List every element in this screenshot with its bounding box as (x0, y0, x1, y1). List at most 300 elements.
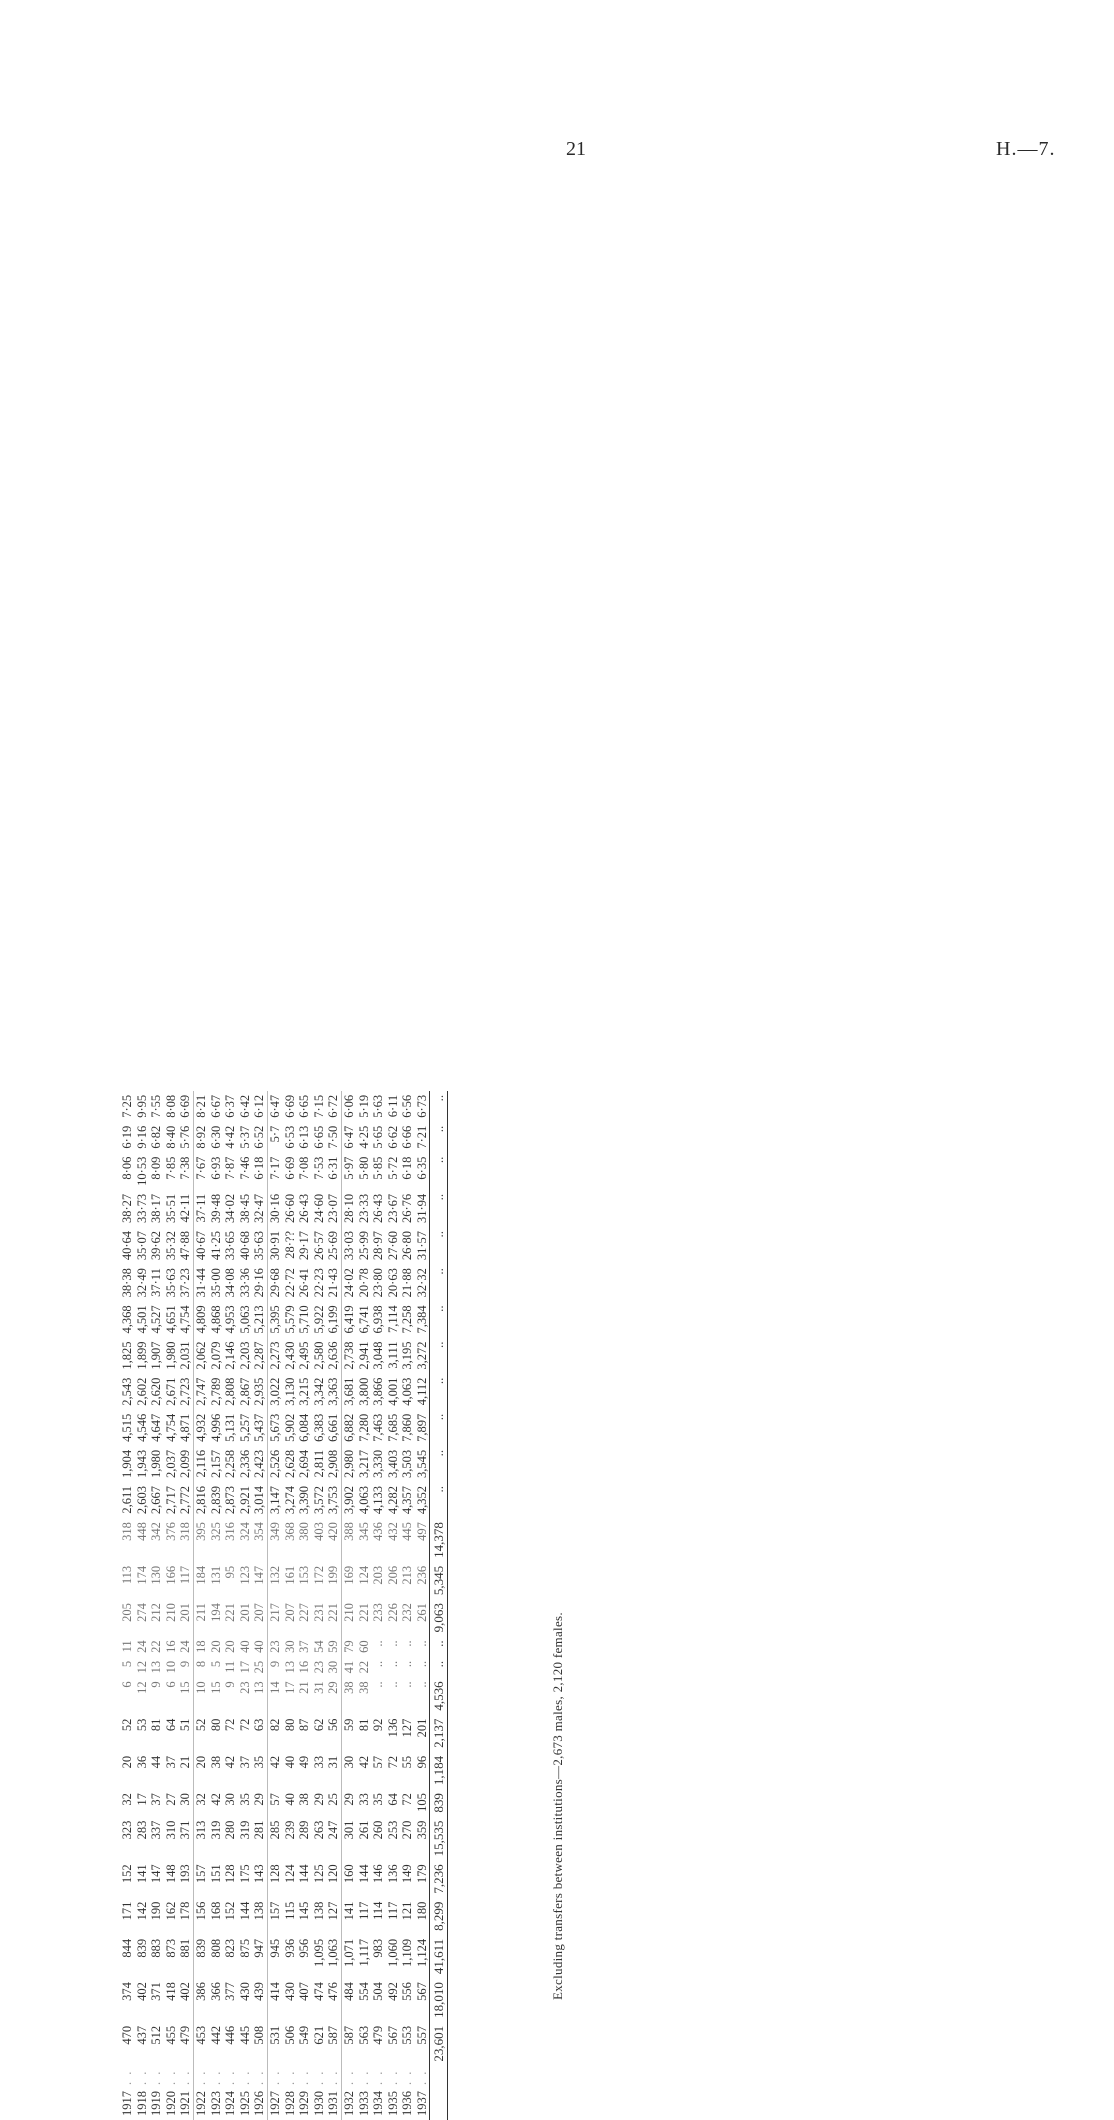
table-cell: 6·69 (178, 1094, 193, 1118)
table-cell: 3,130 (282, 1377, 297, 1406)
table-cell: 203 (371, 1565, 386, 1585)
table-cell: 6,084 (297, 1413, 312, 1442)
table-cell: 226 (385, 1603, 400, 1622)
table-cell: 2,717 (163, 1485, 178, 1515)
leader-dots: . . (134, 2069, 149, 2085)
table-cell: 236 (414, 1565, 429, 1585)
table-cell: 79 (341, 1636, 356, 1657)
table-cell: 201 (414, 1718, 429, 1738)
table-cell: 4,996 (208, 1413, 223, 1442)
year-cell: 1935 (385, 2091, 400, 2116)
table-cell: 37·23 (178, 1268, 193, 1298)
table-cell: 40 (237, 1640, 252, 1653)
table-cell: 368 (282, 1522, 297, 1541)
table-cell: 35·32 (163, 1231, 178, 1261)
table-cell: 26·43 (371, 1193, 386, 1223)
table-cell: 6·66 (400, 1125, 415, 1149)
table-cell: 49 (297, 1755, 312, 1769)
table-cell: 337 (149, 1820, 164, 1840)
table-cell: 166 (163, 1565, 178, 1585)
table-cell: 231 (311, 1603, 326, 1622)
table-cell: 563 (356, 2025, 371, 2045)
table-cell: 184 (193, 1562, 208, 1599)
table-row (223, 1091, 238, 2120)
table-cell: 10 (163, 1660, 178, 1674)
table-cell: 26·43 (297, 1193, 312, 1223)
table-cell: 430 (237, 1982, 252, 2001)
table-cell: 42·11 (178, 1193, 193, 1223)
year-cell: 1919 (149, 2091, 164, 2116)
table-cell: 9·16 (134, 1125, 149, 1149)
totals-row (430, 1091, 448, 2120)
table-cell: 492 (385, 1982, 400, 2001)
table-cell: 7·50 (326, 1125, 341, 1149)
table-cell: 437 (134, 2025, 149, 2045)
table-row (415, 1091, 430, 2120)
table-cell: 6·67 (208, 1094, 223, 1118)
table-cell: 2,273 (267, 1337, 282, 1373)
table-cell: 6,419 (341, 1301, 356, 1337)
total-cell: 41,611 (430, 1935, 448, 1978)
table-cell: .. (385, 1660, 400, 1668)
table-cell: 883 (149, 1938, 164, 1958)
table-cell: 4,868 (208, 1305, 223, 1334)
table-cell: 1,825 (120, 1341, 134, 1370)
table-cell: 2,079 (208, 1341, 223, 1370)
table-cell: 37·11 (149, 1268, 164, 1297)
table-cell: 53 (134, 1718, 149, 1732)
total-cell: .. (430, 1337, 448, 1373)
table-cell: 4,368 (120, 1305, 134, 1334)
table-cell: 1,907 (149, 1341, 164, 1370)
table-cell: 439 (252, 1982, 267, 2001)
table-cell: 130 (149, 1565, 164, 1585)
table-cell: 35·63 (252, 1231, 267, 1261)
table-cell: 161 (282, 1565, 297, 1585)
table-cell: 587 (326, 2025, 341, 2045)
table-cell: 20·78 (356, 1268, 371, 1298)
table-cell: 2,157 (208, 1449, 223, 1478)
table-cell: 5,437 (252, 1413, 267, 1442)
table-cell: 153 (297, 1565, 312, 1585)
table-cell: 26·76 (400, 1193, 415, 1223)
table-cell: 213 (400, 1565, 415, 1585)
table-cell: 5,922 (311, 1305, 326, 1334)
table-cell: 59 (326, 1640, 341, 1653)
table-cell: 2,811 (311, 1449, 326, 1478)
table-cell: 3,363 (326, 1377, 341, 1406)
table-cell: 6,938 (371, 1305, 386, 1334)
table-cell: 227 (297, 1603, 312, 1622)
table-cell: 47·88 (178, 1231, 193, 1261)
table-cell: 5·97 (341, 1153, 356, 1190)
table-cell: 3,111 (385, 1341, 400, 1369)
total-cell: 15,535 (430, 1817, 448, 1861)
year-cell: 1937 (414, 2091, 429, 2116)
table-cell: 40 (282, 1793, 297, 1806)
table-cell: 6·42 (237, 1094, 252, 1118)
year-cell: 1931 (326, 2091, 341, 2116)
table-cell: 455 (163, 2025, 178, 2045)
table-cell: 38·38 (120, 1268, 134, 1298)
table-cell: 4,754 (178, 1305, 193, 1334)
table-cell: .. (371, 1640, 386, 1647)
table-cell: 2,839 (208, 1485, 223, 1515)
table-cell: 212 (149, 1603, 164, 1622)
table-cell: 301 (341, 1817, 356, 1861)
table-cell: 37·11 (193, 1190, 208, 1227)
table-cell: 280 (223, 1820, 238, 1840)
table-cell: 6·65 (297, 1094, 312, 1118)
table-cell: 172 (311, 1565, 326, 1585)
table-cell: 2,116 (193, 1446, 208, 1482)
table-cell: 199 (326, 1565, 341, 1585)
table-cell: 4,953 (223, 1305, 238, 1334)
table-cell: 16 (297, 1660, 312, 1674)
leader-dots: . . (237, 2069, 252, 2085)
table-cell: 5·19 (356, 1094, 371, 1118)
total-cell: 2,137 (430, 1715, 448, 1752)
table-cell: 117 (178, 1565, 193, 1585)
leader-dots: . . (414, 2069, 429, 2085)
table-cell: 142 (134, 1901, 149, 1921)
table-cell: 2,694 (297, 1449, 312, 1478)
table-cell: 7·53 (311, 1156, 326, 1180)
table-cell: 6·35 (414, 1156, 429, 1180)
table-cell: 1,060 (385, 1938, 400, 1967)
table-cell: 144 (356, 1864, 371, 1884)
table-cell: 3,217 (356, 1449, 371, 1478)
table-cell: 16 (163, 1640, 178, 1653)
table-cell: 28·97 (371, 1231, 386, 1261)
table-cell: 4,932 (193, 1410, 208, 1446)
table-cell: 9 (223, 1681, 238, 1688)
leader-dots: . . (311, 2069, 326, 2085)
year-cell: 1932 (341, 2089, 356, 2120)
table-cell: 120 (326, 1864, 341, 1884)
table-cell: 52 (193, 1715, 208, 1752)
table-cell: 7,280 (356, 1413, 371, 1442)
table-cell: 25 (326, 1793, 341, 1806)
table-cell: 33·73 (134, 1193, 149, 1223)
table-cell: 24·60 (311, 1193, 326, 1223)
table-cell: 210 (341, 1599, 356, 1636)
table-cell: 844 (120, 1938, 134, 1958)
table-cell: 407 (297, 1982, 312, 2001)
table-cell: 6·37 (223, 1094, 238, 1118)
table-cell: 124 (282, 1864, 297, 1884)
table-cell: 201 (178, 1603, 193, 1622)
table-cell: 6·19 (120, 1125, 134, 1149)
table-cell: 207 (252, 1603, 267, 1622)
year-cell: 1917 (120, 2091, 134, 2116)
table-row (400, 1091, 415, 2120)
table-cell: 323 (120, 1820, 134, 1840)
table-cell: 28·?? (282, 1231, 297, 1259)
table-cell: 6·18 (400, 1156, 415, 1180)
table-cell: .. (371, 1681, 386, 1688)
table-cell: 146 (371, 1864, 386, 1884)
table-cell: 2,873 (223, 1485, 238, 1515)
table-cell: 476 (326, 1982, 341, 2001)
table-cell: 873 (163, 1938, 178, 1958)
table-cell: 319 (237, 1820, 252, 1840)
table-cell: 23·67 (385, 1193, 400, 1223)
table-cell: 33 (356, 1793, 371, 1806)
table-cell: 388 (341, 1518, 356, 1562)
table-cell: 6·69 (282, 1094, 297, 1118)
table-cell: 2,620 (149, 1377, 164, 1406)
table-cell: 3,681 (341, 1374, 356, 1410)
table-cell: 325 (208, 1522, 223, 1541)
table-cell: 124 (356, 1565, 371, 1585)
table-cell: 2,723 (178, 1377, 193, 1406)
table-cell: 247 (326, 1820, 341, 1840)
table-cell: 4,001 (385, 1377, 400, 1406)
table-cell: 23 (311, 1660, 326, 1674)
table-cell: 9 (267, 1657, 282, 1678)
table-cell: 2,099 (178, 1449, 193, 1478)
table-cell: 13 (252, 1681, 267, 1694)
table-cell: 180 (414, 1901, 429, 1921)
table-cell: 80 (282, 1718, 297, 1732)
table-cell: 20 (193, 1752, 208, 1789)
table-cell: 345 (356, 1522, 371, 1541)
table-cell: 8·40 (163, 1125, 178, 1149)
table-cell: 5·72 (385, 1156, 400, 1180)
table-cell: 484 (341, 1978, 356, 2022)
total-cell: 1,184 (430, 1752, 448, 1789)
table-cell: 6·93 (208, 1156, 223, 1180)
table-cell: 839 (134, 1938, 149, 1958)
table-cell: 7,897 (414, 1413, 429, 1442)
table-cell: 148 (163, 1864, 178, 1884)
table-cell: 5 (120, 1660, 134, 1668)
total-cell: .. (430, 1482, 448, 1518)
table-cell: 5,395 (267, 1301, 282, 1337)
table-cell: 6 (163, 1681, 178, 1688)
table-cell: 5,131 (223, 1413, 238, 1442)
leader-dots: . . (356, 2069, 371, 2085)
table-cell: 128 (223, 1864, 238, 1884)
table-cell: 2,628 (282, 1449, 297, 1478)
table-cell: 5,710 (297, 1305, 312, 1334)
table-cell: 144 (297, 1864, 312, 1884)
table-cell: 839 (193, 1935, 208, 1978)
table-cell: 194 (208, 1603, 223, 1622)
table-cell: 127 (326, 1901, 341, 1921)
table-cell: 4,647 (149, 1413, 164, 1442)
table-cell: 21·43 (326, 1268, 341, 1298)
table-cell: 11 (120, 1640, 134, 1653)
table-cell: 5,579 (282, 1305, 297, 1334)
table-cell: 479 (178, 2025, 193, 2045)
table-cell: 6·31 (326, 1156, 341, 1180)
table-cell: 29 (252, 1793, 267, 1806)
table-cell: 5·65 (371, 1125, 386, 1149)
table-cell: 168 (208, 1901, 223, 1921)
table-cell: 1,899 (134, 1341, 149, 1370)
table-cell: 205 (120, 1603, 134, 1622)
total-cell: 839 (430, 1789, 448, 1817)
table-cell: 117 (385, 1901, 400, 1920)
table-cell: 402 (134, 1982, 149, 2001)
table-cell: 35·07 (134, 1231, 149, 1261)
table-cell: 136 (385, 1718, 400, 1738)
table-cell: 947 (252, 1938, 267, 1958)
table-cell: 2,808 (223, 1377, 238, 1406)
table-cell: 29 (326, 1681, 341, 1694)
table-cell: 2,580 (311, 1341, 326, 1370)
table-cell: 6·18 (252, 1156, 267, 1180)
leader-dots: . . (208, 2069, 223, 2085)
table-cell: 141 (134, 1864, 149, 1884)
table-cell: 30 (326, 1660, 341, 1674)
table-row (297, 1091, 312, 2120)
table-cell: 313 (193, 1817, 208, 1861)
table-row (135, 1091, 150, 2120)
table-cell: 4,112 (414, 1377, 429, 1406)
table-cell: 17 (237, 1660, 252, 1674)
table-cell: 7·15 (311, 1094, 326, 1118)
table-cell: 3,866 (371, 1377, 386, 1406)
table-cell: 221 (356, 1603, 371, 1622)
table-cell: 380 (297, 1522, 312, 1541)
table-cell: 32 (193, 1789, 208, 1817)
table-row (164, 1091, 179, 2120)
total-cell: 8,299 (430, 1898, 448, 1935)
leader-dots: . . (341, 2066, 356, 2089)
table-cell: 21 (297, 1681, 312, 1694)
total-cell: 7,236 (430, 1860, 448, 1897)
table-cell: 38 (208, 1755, 223, 1769)
table-cell: 20 (120, 1755, 134, 1769)
table-cell: 4,282 (385, 1485, 400, 1515)
leader-dots: . . (371, 2069, 386, 2085)
table-cell: 10 (193, 1677, 208, 1714)
table-cell: 34·08 (223, 1268, 238, 1298)
table-cell: 4·25 (356, 1125, 371, 1149)
year-cell: 1920 (163, 2091, 178, 2116)
table-cell: 36 (134, 1755, 149, 1769)
leader-dots: . . (223, 2069, 238, 2085)
table-cell: 3,274 (282, 1485, 297, 1515)
table-cell: 1,124 (414, 1938, 429, 1967)
table-cell: 6·12 (252, 1094, 267, 1118)
table-cell: 432 (385, 1522, 400, 1541)
table-cell: 23·33 (356, 1193, 371, 1223)
year-cell: 1934 (371, 2091, 386, 2116)
table-cell: 371 (178, 1820, 193, 1840)
table-cell: 31 (326, 1755, 341, 1769)
table-cell: 4,133 (371, 1485, 386, 1515)
table-cell: 26·41 (297, 1268, 312, 1298)
year-cell: 1924 (223, 2091, 238, 2116)
table-cell: 5,257 (237, 1413, 252, 1442)
table-cell: 40·68 (237, 1231, 252, 1261)
table-cell: 936 (282, 1938, 297, 1958)
table-cell: 35 (252, 1755, 267, 1769)
table-cell: 217 (267, 1599, 282, 1636)
leader-dots: . . (385, 2069, 400, 2085)
table-cell: 7,258 (400, 1305, 415, 1334)
table-row (178, 1091, 193, 2120)
table-cell: 190 (149, 1901, 164, 1921)
table-cell: 32·47 (252, 1193, 267, 1223)
table-cell: 2,935 (252, 1377, 267, 1406)
table-cell: 2,921 (237, 1485, 252, 1515)
table-cell: 395 (193, 1518, 208, 1562)
table-cell: 143 (252, 1864, 267, 1884)
table-cell: 81 (356, 1718, 371, 1732)
table-cell: 87 (297, 1718, 312, 1732)
table-cell: 2,258 (223, 1449, 238, 1478)
table-cell: 283 (134, 1820, 149, 1840)
table-cell: 30 (223, 1793, 238, 1806)
year-cell: 1923 (208, 2091, 223, 2116)
table-cell: 15 (178, 1681, 193, 1694)
table-cell: 207 (282, 1603, 297, 1622)
table-cell: 147 (252, 1565, 267, 1585)
total-cell: 23,601 (430, 2022, 448, 2066)
table-cell: 1,943 (134, 1449, 149, 1478)
table-cell: 26·60 (282, 1193, 297, 1223)
total-cell: 9,063 (430, 1599, 448, 1636)
table-cell: 39·62 (149, 1231, 164, 1261)
table-cell: 14 (267, 1677, 282, 1714)
table-cell: 7·08 (297, 1156, 312, 1180)
leader-dots: . . (120, 2069, 134, 2085)
table-cell: 56 (326, 1718, 341, 1732)
table-cell: 132 (267, 1562, 282, 1599)
table-cell: 2,423 (252, 1449, 267, 1478)
table-cell: 5·63 (371, 1094, 386, 1118)
table-cell: 6·62 (385, 1125, 400, 1149)
table-row (267, 1091, 282, 2120)
table-cell: 479 (371, 2025, 386, 2045)
table-cell: 8 (193, 1657, 208, 1678)
table-cell: 152 (223, 1901, 238, 1921)
table-cell: 6 (120, 1681, 134, 1688)
total-cell: .. (430, 1657, 448, 1678)
table-cell: 319 (208, 1820, 223, 1840)
table-cell: 23·07 (326, 1193, 341, 1223)
table-cell: 29·68 (267, 1264, 282, 1301)
year-cell: 1922 (193, 2089, 208, 2120)
table-cell: 60 (356, 1640, 371, 1653)
table-cell: 33 (311, 1755, 326, 1769)
table-cell: 26·57 (311, 1231, 326, 1261)
table-cell: 6,383 (311, 1413, 326, 1442)
table-cell: 6·47 (267, 1091, 282, 1122)
table-cell: 2,816 (193, 1482, 208, 1518)
table-cell: 2,671 (163, 1377, 178, 1406)
table-cell: 239 (282, 1820, 297, 1840)
total-cell: .. (430, 1301, 448, 1337)
table-cell: 474 (311, 1982, 326, 2001)
table-cell: 20 (223, 1640, 238, 1653)
table-cell: 131 (208, 1565, 223, 1585)
table-cell: 113 (120, 1565, 134, 1585)
table-cell: 5·7 (267, 1122, 282, 1153)
total-cell: .. (430, 1410, 448, 1446)
table-cell: 11 (223, 1660, 238, 1673)
table-cell: 18 (193, 1636, 208, 1657)
table-cell: 5,673 (267, 1410, 282, 1446)
table-cell: 2,667 (149, 1485, 164, 1515)
table-cell: 38·17 (149, 1193, 164, 1223)
table-cell: 3,215 (297, 1377, 312, 1406)
